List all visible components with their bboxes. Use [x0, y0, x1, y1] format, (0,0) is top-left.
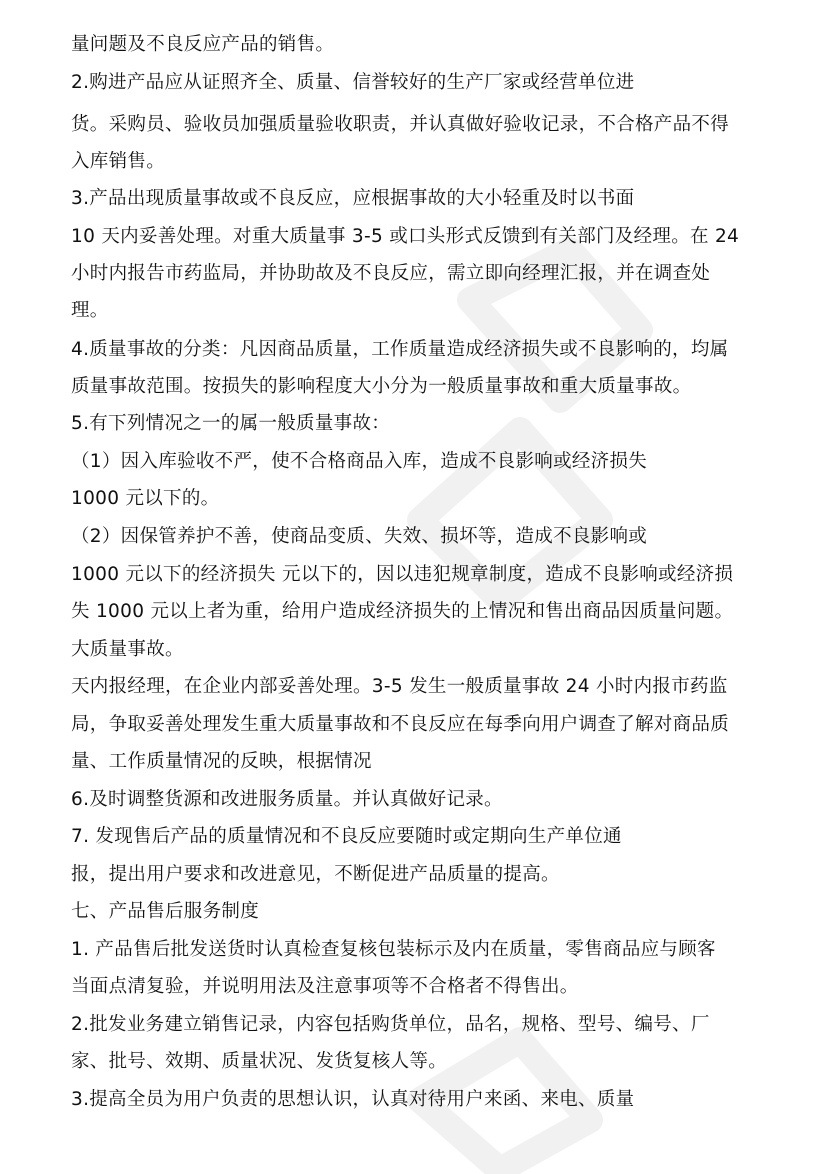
text-line: 理。: [71, 300, 109, 321]
text-line: 当面点清复验，并说明用法及注意事项等不合格者不得售出。: [71, 976, 579, 997]
text-line: （2）因保管养护不善，使商品变质、失效、损坏等，造成不良影响或: [71, 526, 648, 547]
text-line: 10 天内妥善处理。对重大质量事 3-5 或口头形式反馈到有关部门及经理。在 24: [71, 226, 740, 247]
text-line: 7. 发现售后产品的质量情况和不良反应要随时或定期向生产单位通: [71, 826, 622, 847]
text-line: 1000 元以下的经济损失 元以下的，因以违犯规章制度，造成不良影响或经济损: [71, 564, 734, 585]
text-line: 失 1000 元以上者为重，给用户造成经济损失的上情况和售出商品因质量问题。: [71, 601, 734, 622]
text-line: 3.提高全员为用户负责的思想认识，认真对待用户来函、来电、质量: [71, 1089, 635, 1110]
text-line: 量问题及不良反应产品的销售。: [71, 34, 335, 55]
text-line: 报，提出用户要求和改进意见，不断促进产品质量的提高。: [71, 864, 560, 885]
text-line: 天内报经理，在企业内部妥善处理。3-5 发生一般质量事故 24 小时内报市药监: [71, 676, 728, 697]
text-line: 小时内报告市药监局，并协助故及不良反应，需立即向经理汇报，并在调查处: [71, 263, 711, 284]
text-line: 5.有下列情况之一的属一般质量事故：: [71, 413, 391, 434]
text-line: 4.质量事故的分类：凡因商品质量，工作质量造成经济损失或不良影响的，均属: [71, 339, 729, 360]
text-line: 1. 产品售后批发送货时认真检查复核包装标示及内在质量，零售商品应与顾客: [71, 939, 716, 960]
text-line: 2.购进产品应从证照齐全、质量、信誉较好的生产厂家或经营单位进: [71, 72, 635, 93]
text-line: 1000 元以下的。: [71, 488, 220, 509]
text-line: 大质量事故。: [71, 639, 184, 660]
text-line: 2.批发业务建立销售记录，内容包括购货单位，品名，规格、型号、编号、厂: [71, 1014, 710, 1035]
text-line: 3.产品出现质量事故或不良反应，应根据事故的大小轻重及时以书面: [71, 188, 635, 209]
text-line: 6.及时调整货源和改进服务质量。并认真做好记录。: [71, 789, 503, 810]
text-line: 量、工作质量情况的反映，根据情况: [71, 751, 372, 772]
text-line: （1）因入库验收不严，使不合格商品入库，造成不良影响或经济损失: [71, 451, 648, 472]
text-line: 局，争取妥善处理发生重大质量事故和不良反应在每季向用户调查了解对商品质: [71, 714, 730, 735]
text-line: 入库销售。: [71, 151, 166, 172]
text-line: 家、批号、效期、质量状况、发货复核人等。: [71, 1051, 448, 1072]
section-heading: 七、产品售后服务制度: [71, 901, 260, 922]
text-line: 质量事故范围。按损失的影响程度大小分为一般质量事故和重大质量事故。: [71, 376, 692, 397]
text-line: 货。采购员、验收员加强质量验收职责，并认真做好验收记录，不合格产品不得: [71, 114, 730, 135]
